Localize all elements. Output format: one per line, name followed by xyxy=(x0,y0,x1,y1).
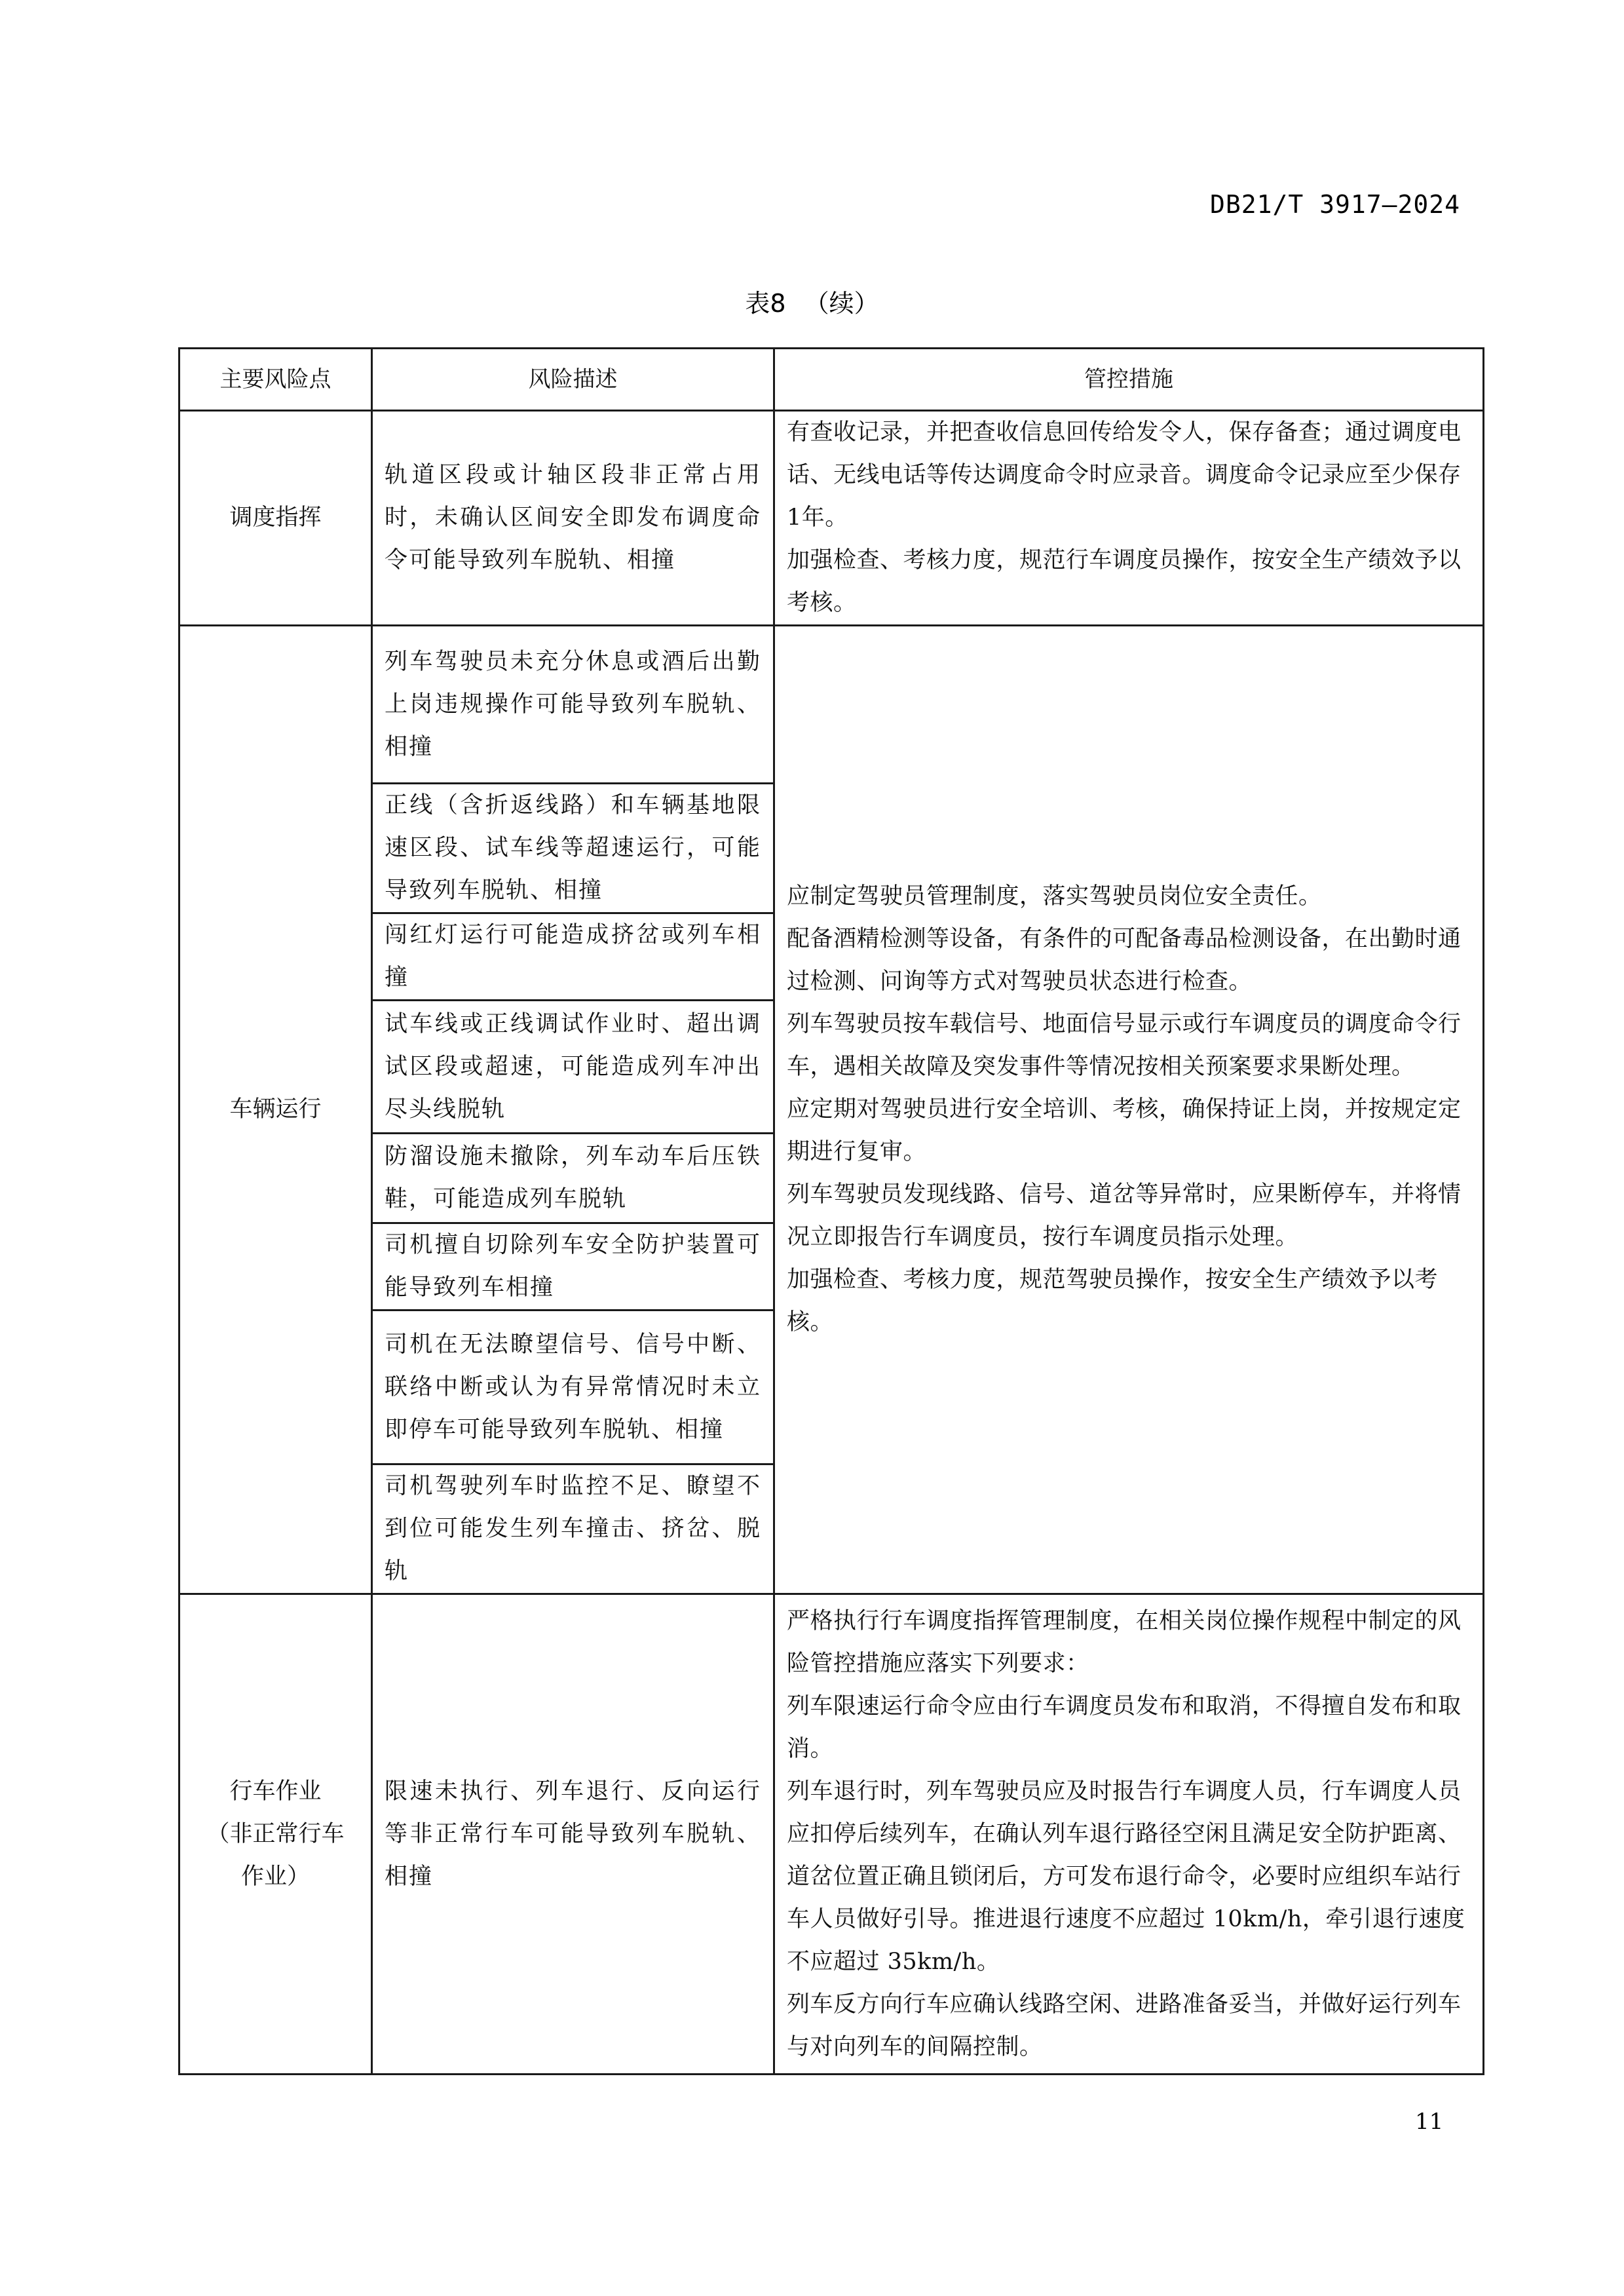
risk-control-table xyxy=(178,347,1484,2075)
risk-description-cell: 司机驾驶列车时监控不足、瞭望不到位可能发生列车撞击、挤岔、脱轨 xyxy=(372,1464,774,1594)
column-header-risk-description: 风险描述 xyxy=(372,349,774,411)
control-measures-cell xyxy=(774,1594,1484,2075)
risk-description-cell: 闯红灯运行可能造成挤岔或列车相撞 xyxy=(372,913,774,1001)
measure-paragraph: 列车驾驶员发现线路、信号、道岔等异常时，应果断停车，并将情况立即报告行车调度员，按行车调度员指示处理。 xyxy=(787,1181,1462,1250)
risk-description-cell: 限速未执行、列车退行、反向运行等非正常行车可能导致列车脱轨、相撞 xyxy=(372,1594,774,2075)
risk-description-cell: 司机擅自切除列车安全防护装置可能导致列车相撞 xyxy=(372,1223,774,1311)
risk-description-cell: 司机在无法瞭望信号、信号中断、联络中断或认为有异常情况时未立即停车可能导致列车脱轨、相撞 xyxy=(372,1311,774,1464)
risk-point-line: （非正常行车 xyxy=(206,1820,345,1847)
table-title-continued: （续） xyxy=(804,289,879,318)
risk-point-line: 行车作业 xyxy=(229,1778,322,1805)
table-row xyxy=(179,626,1484,784)
risk-point-cell xyxy=(179,1594,372,2075)
risk-point-cell: 调度指挥 xyxy=(179,411,372,626)
table-row xyxy=(179,1594,1484,2075)
measure-paragraph: 应制定驾驶员管理制度，落实驾驶员岗位安全责任。 xyxy=(787,883,1322,909)
measure-paragraph: 加强检查、考核力度，规范驾驶员操作，按安全生产绩效予以考核。 xyxy=(787,1267,1439,1335)
measure-paragraph: 应定期对驾驶员进行安全培训、考核，确保持证上岗，并按规定定期进行复审。 xyxy=(787,1096,1462,1165)
risk-description-cell: 防溜设施未撤除，列车动车后压铁鞋，可能造成列车脱轨 xyxy=(372,1134,774,1223)
table-header-row xyxy=(179,349,1484,411)
document-code: DB21/T 3917—2024 xyxy=(1209,190,1460,219)
page-number: 11 xyxy=(1415,2109,1444,2135)
table-title-label: 表8 xyxy=(745,289,786,318)
measure-paragraph: 严格执行行车调度指挥管理制度，在相关岗位操作规程中制定的风险管控措施应落实下列要求： xyxy=(787,1607,1462,1677)
measure-paragraph: 加强检查、考核力度，规范行车调度员操作，按安全生产绩效予以考核。 xyxy=(787,547,1462,616)
column-header-risk-point: 主要风险点 xyxy=(179,349,372,411)
risk-description-cell: 正线（含折返线路）和车辆基地限速区段、试车线等超速运行，可能导致列车脱轨、相撞 xyxy=(372,784,774,913)
control-measures-cell xyxy=(774,626,1484,1594)
measure-paragraph: 有查收记录，并把查收信息回传给发令人，保存备查；通过调度电话、无线电话等传达调度命令时应录音。调度命令记录应至少保存1年。 xyxy=(787,419,1462,531)
measure-paragraph: 列车反方向行车应确认线路空闲、进路准备妥当，并做好运行列车与对向列车的间隔控制。 xyxy=(787,1991,1462,2060)
table-title xyxy=(0,283,1624,319)
measure-paragraph: 列车退行时，列车驾驶员应及时报告行车调度人员，行车调度人员应扣停后续列车，在确认列车退行路径空闲且满足安全防护距离、道岔位置正确且锁闭后，方可发布退行命令，必要时应组织车站行车人员做好引导。推进退行速度不应超过 10km/h，牵引退行速度不应超过 35km/h。 xyxy=(787,1778,1465,1975)
measure-paragraph: 列车驾驶员按车载信号、地面信号显示或行车调度员的调度命令行车，遇相关故障及突发事件等情况按相关预案要求果断处理。 xyxy=(787,1011,1462,1080)
measure-paragraph: 配备酒精检测等设备，有条件的可配备毒品检测设备，在出勤时通过检测、问询等方式对驾驶员状态进行检查。 xyxy=(787,926,1462,995)
risk-description-cell: 试车线或正线调试作业时、超出调试区段或超速，可能造成列车冲出尽头线脱轨 xyxy=(372,1001,774,1134)
measure-paragraph: 列车限速运行命令应由行车调度员发布和取消，不得擅自发布和取消。 xyxy=(787,1693,1462,1762)
risk-description-cell: 列车驾驶员未充分休息或酒后出勤上岗违规操作可能导致列车脱轨、相撞 xyxy=(372,626,774,784)
table-row xyxy=(179,411,1484,626)
risk-point-cell: 车辆运行 xyxy=(179,626,372,1594)
column-header-control-measures: 管控措施 xyxy=(774,349,1484,411)
risk-point-line: 作业） xyxy=(240,1863,310,1890)
control-measures-cell xyxy=(774,411,1484,626)
risk-description-cell: 轨道区段或计轴区段非正常占用时，未确认区间安全即发布调度命令可能导致列车脱轨、相撞 xyxy=(372,411,774,626)
